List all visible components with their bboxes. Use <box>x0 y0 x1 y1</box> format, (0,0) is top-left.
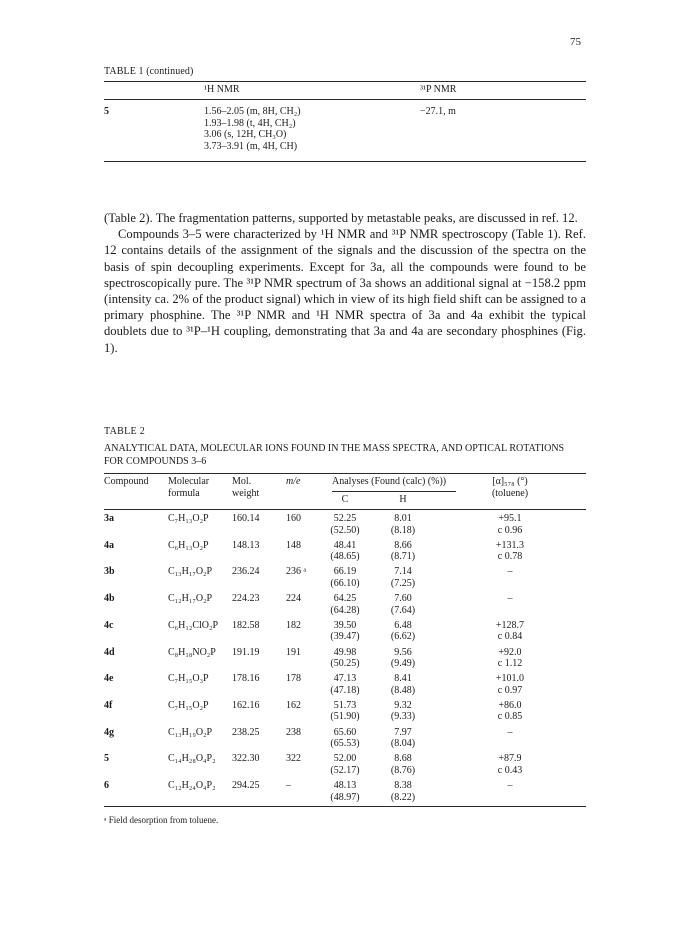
col-concentration: c 0.78 <box>497 551 523 563</box>
col-formula: C₁₃H₁₉O₂P <box>168 726 213 738</box>
col-me: 238 <box>286 726 301 738</box>
col-formula: C₆H₁₂ClO₂P <box>168 619 219 631</box>
col-formula: C₆H₁₃O₂P <box>168 539 209 551</box>
col-concentration: c 0.84 <box>497 631 523 643</box>
header-analyses-rule <box>332 491 456 492</box>
table1-h-line: 3.06 (s, 12H, CH₃O) <box>204 129 287 140</box>
col-c-found: 66.19 <box>333 566 357 578</box>
col-c-found: 65.60 <box>333 726 357 738</box>
table1-header-rule <box>104 99 586 100</box>
col-c-calc: (52.17) <box>330 764 360 776</box>
col-mol-weight: 191.19 <box>232 646 260 658</box>
col-h-found: 8.68 <box>394 753 412 765</box>
table2-label: TABLE 2 <box>104 426 146 437</box>
col-h-calc: (9.33) <box>390 711 416 723</box>
col-compound: 5 <box>104 753 109 765</box>
header-h: H <box>399 494 407 505</box>
col-h-found: 9.56 <box>394 646 412 658</box>
col-c-calc: (66.10) <box>330 577 360 589</box>
col-me: 224 <box>286 593 301 605</box>
col-concentration: c 0.96 <box>497 524 523 536</box>
col-formula: C₁₂H₁₇O₂P <box>168 593 213 605</box>
col-c-found: 52.00 <box>333 753 357 765</box>
col-c-calc: (48.65) <box>330 551 360 563</box>
col-c-found: 39.50 <box>333 619 357 631</box>
col-c-calc: (39.47) <box>330 631 360 643</box>
table2-caption: ANALYTICAL DATA, MOLECULAR IONS FOUND IN THE MASS SPECTRA, AND OPTICAL ROTATIONS FOR COMPOUNDS 3–6 <box>104 443 565 467</box>
col-compound: 4f <box>104 699 113 711</box>
col-formula: C₁₂H₂₄O₄P₂ <box>168 780 216 791</box>
col-c-calc: (51.90) <box>330 711 360 723</box>
header-analyses: Analyses (Found (calc) (%)) <box>332 476 447 487</box>
col-me: 322 <box>286 753 301 765</box>
col-h-found: 8.66 <box>394 539 412 551</box>
table2-footnote: ᵃ Field desorption from toluene. <box>104 815 219 825</box>
table1-h-nmr-values <box>204 106 301 152</box>
col-mol-weight: 238.25 <box>232 726 260 738</box>
col-me: 160 <box>286 513 301 524</box>
col-h-found: 7.14 <box>394 566 412 578</box>
col-c-found: 48.13 <box>333 780 357 791</box>
col-c-calc: (50.25) <box>330 658 360 669</box>
col-c-calc: (48.97) <box>330 791 360 803</box>
col-concentration: c 0.85 <box>497 711 523 723</box>
col-compound: 4c <box>104 619 114 631</box>
col-mol-weight: 236.24 <box>232 566 260 578</box>
col-compound: 4g <box>104 726 114 738</box>
col-c-found: 48.41 <box>333 539 357 551</box>
table1-row-id: 5 <box>104 106 109 117</box>
table2-header-rule <box>104 509 586 510</box>
col-mol-weight: 294.25 <box>232 780 260 791</box>
header-mol-weight <box>232 476 259 499</box>
col-compound: 4b <box>104 593 115 605</box>
table1-h-line: 1.93–1.98 (t, 4H, CH₂) <box>204 117 296 129</box>
col-c-calc: (64.28) <box>330 604 360 616</box>
header-rotation-line1: [α]₅₇₈ (°) <box>492 476 528 487</box>
paragraph: (Table 2). The fragmentation patterns, supported by metastable peaks, are discussed in ref. 12. <box>104 211 578 225</box>
col-mol-weight: 162.16 <box>232 699 260 711</box>
col-rotation: +92.0 <box>498 646 522 658</box>
paragraph: Compounds 3–5 were characterized by ¹H NMR and ³¹P NMR spectroscopy (Table 1). Ref. 12 contains details of the assignment of the signals and the discussion of the spectra on the basis of spin decoupling experiments. Except for 3a, all the compounds were found to be spectroscopically pure. The ³¹P NMR spectrum of 3a shows an additional signal at −158.2 ppm (intensity ca. 2% of the product signal) which in view of its high field shift can be assigned to a primary phosphine. The ³¹P NMR and ¹H NMR spectra of 3a and 4a exhibit the typical doublets due to ³¹P–¹H coupling, demonstrating that 3a and 4a are secondary phosphines (Fig. 1). <box>104 227 586 355</box>
col-compound: 3a <box>104 513 114 524</box>
table2-top-rule <box>104 473 586 474</box>
col-mol-weight: 182.58 <box>232 619 260 631</box>
col-me: 236 ᵃ <box>286 566 307 578</box>
col-me: 182 <box>286 619 301 631</box>
col-me: 148 <box>286 539 301 551</box>
col-h-found: 9.32 <box>394 699 412 711</box>
col-me: – <box>286 780 291 791</box>
col-concentration: c 1.12 <box>497 658 523 669</box>
col-h-calc: (8.71) <box>390 551 416 563</box>
col-h-calc: (9.49) <box>390 658 416 669</box>
col-rotation: +86.0 <box>498 699 522 711</box>
col-h-calc: (8.22) <box>390 791 416 803</box>
col-rotation: +131.3 <box>495 539 525 551</box>
table1-header-p-nmr: ³¹P NMR <box>420 84 457 95</box>
col-compound: 6 <box>104 780 109 791</box>
col-h-calc: (7.64) <box>390 604 416 616</box>
col-compound: 4d <box>104 646 115 658</box>
col-me: 191 <box>286 646 301 658</box>
header-compound: Compound <box>104 476 149 487</box>
col-rotation: +101.0 <box>495 673 525 685</box>
body-text <box>104 210 586 356</box>
col-c-found: 52.25 <box>333 513 357 524</box>
col-concentration: c 0.97 <box>497 684 523 696</box>
col-h-found: 8.38 <box>394 780 412 791</box>
col-c-calc: (65.53) <box>330 738 360 750</box>
col-formula: C₁₄H₂₈O₄P₂ <box>168 753 216 765</box>
col-formula: C₇H₁₅O₂P <box>168 699 209 711</box>
col-rotation: – <box>507 780 513 791</box>
header-mw-line2: weight <box>232 487 260 499</box>
header-rotation-line2: (toluene) <box>491 487 529 499</box>
col-h-calc: (8.04) <box>390 738 416 750</box>
col-c-found: 49.98 <box>333 646 357 658</box>
col-mol-weight: 160.14 <box>232 513 260 524</box>
col-h-found: 7.97 <box>394 726 412 738</box>
table2-bottom-rule <box>104 806 586 807</box>
col-rotation: +95.1 <box>498 513 522 524</box>
col-c-found: 51.73 <box>333 699 357 711</box>
col-compound: 4e <box>104 673 114 685</box>
col-h-calc: (8.48) <box>390 684 416 696</box>
col-rotation: – <box>507 566 513 578</box>
col-compound: 4a <box>104 539 114 551</box>
col-h-found: 8.01 <box>394 513 412 524</box>
page-number: 75 <box>570 36 581 48</box>
table1-header-h-nmr: ¹H NMR <box>204 84 240 95</box>
col-c-calc: (52.50) <box>330 524 360 536</box>
col-rotation: +87.9 <box>498 753 522 765</box>
col-h-found: 7.60 <box>394 593 412 605</box>
table1-bottom-rule <box>104 161 586 162</box>
header-rotation <box>470 476 550 499</box>
table1-caption: TABLE 1 (continued) <box>104 66 194 77</box>
table1-h-line: 3.73–3.91 (m, 4H, CH) <box>204 140 298 152</box>
col-h-calc: (7.25) <box>390 577 416 589</box>
col-rotation: +128.7 <box>495 619 525 631</box>
col-c-calc: (47.18) <box>330 684 360 696</box>
header-formula-line2: formula <box>168 487 200 499</box>
col-mol-weight: 178.16 <box>232 673 260 685</box>
table1-top-rule <box>104 81 586 82</box>
col-h-calc: (8.18) <box>390 524 416 536</box>
col-mol-weight: 322.30 <box>232 753 260 765</box>
col-rotation: – <box>507 726 513 738</box>
col-rotation: – <box>507 593 513 605</box>
col-formula: C₇H₁₅O₃P <box>168 673 209 685</box>
header-formula-line1: Molecular <box>168 476 210 487</box>
col-c-found: 47.13 <box>333 673 357 685</box>
col-c-found: 64.25 <box>333 593 357 605</box>
col-h-found: 6.48 <box>394 619 412 631</box>
col-formula: C₁₃H₁₇O₂P <box>168 566 213 578</box>
col-mol-weight: 224.23 <box>232 593 260 605</box>
table1-p-nmr-value: −27.1, m <box>420 106 456 117</box>
col-formula: C₈H₁₈NO₂P <box>168 646 216 658</box>
col-formula: C₇H₁₃O₂P <box>168 513 209 524</box>
col-mol-weight: 148.13 <box>232 539 260 551</box>
col-h-calc: (8.76) <box>390 764 416 776</box>
header-formula <box>168 476 209 499</box>
col-h-calc: (6.62) <box>390 631 416 643</box>
col-me: 162 <box>286 699 301 711</box>
col-compound: 3b <box>104 566 115 578</box>
col-concentration: c 0.43 <box>497 764 523 776</box>
col-me: 178 <box>286 673 301 685</box>
header-c: C <box>341 494 349 505</box>
col-h-found: 8.41 <box>394 673 412 685</box>
header-me: m/e <box>286 476 301 487</box>
table1-h-line: 1.56–2.05 (m, 8H, CH₂) <box>204 106 301 117</box>
header-mw-line1: Mol. <box>232 476 252 487</box>
